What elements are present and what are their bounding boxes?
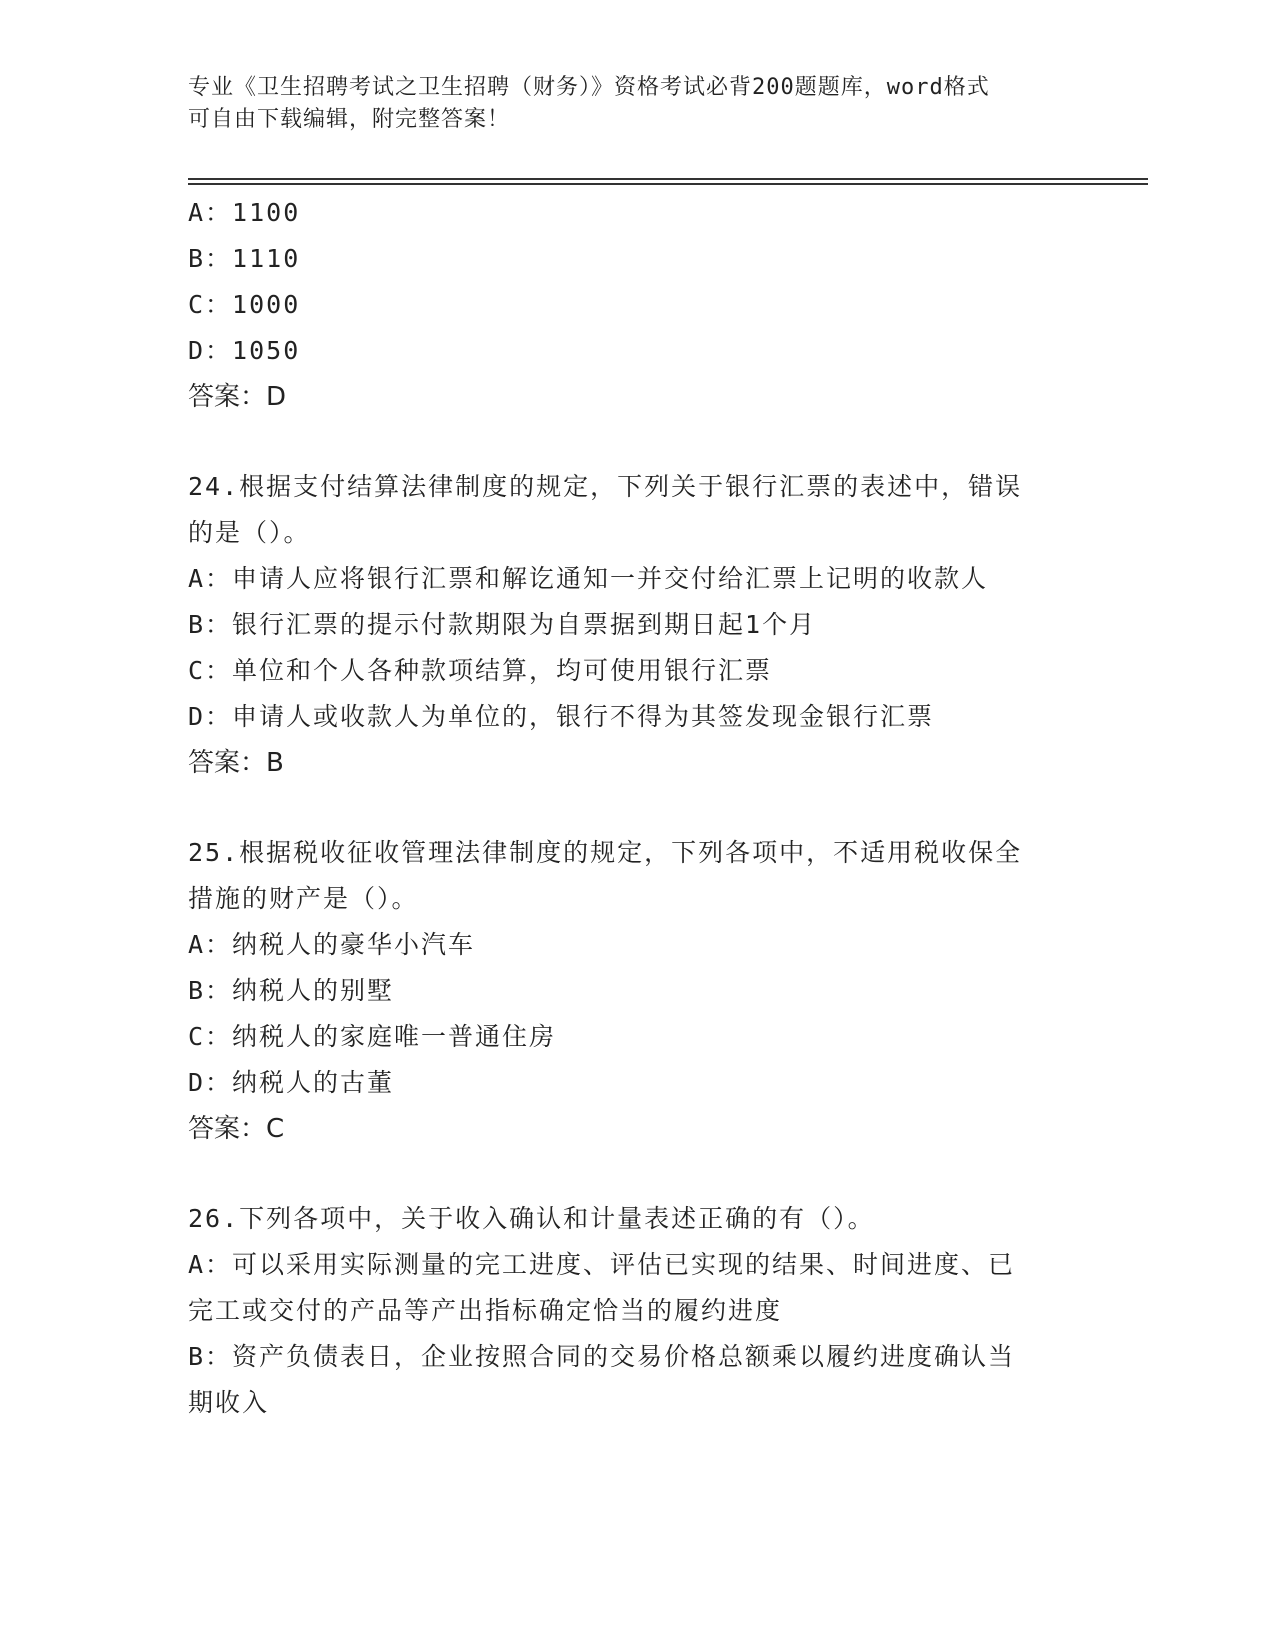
document-header bbox=[188, 72, 1068, 136]
question-stem: 26.下列各项中，关于收入确认和计量表述正确的有（）。 bbox=[188, 1204, 875, 1233]
option-a: A：申请人应将银行汇票和解讫通知一并交付给汇票上记明的收款人 bbox=[188, 564, 989, 593]
answer-line: 答案：D bbox=[188, 382, 287, 412]
header-title-line-1: 专业《卫生招聘考试之卫生招聘（财务）》资格考试必背200题题库，word格式 bbox=[188, 75, 990, 100]
question-25 bbox=[188, 830, 1088, 1152]
question-stem: 24.根据支付结算法律制度的规定，下列关于银行汇票的表述中，错误 bbox=[188, 472, 1023, 501]
header-title-line-2: 可自由下载编辑，附完整答案！ bbox=[188, 107, 511, 132]
option-c: C：纳税人的家庭唯一普通住房 bbox=[188, 1022, 557, 1051]
question-26 bbox=[188, 1196, 1088, 1426]
header-divider-bottom bbox=[188, 183, 1148, 185]
answer-line: 答案：C bbox=[188, 1114, 285, 1144]
option-b: B：资产负债表日，企业按照合同的交易价格总额乘以履约进度确认当 bbox=[188, 1342, 1016, 1371]
header-divider-top bbox=[188, 178, 1148, 180]
spacer bbox=[188, 786, 1088, 830]
option-a: A：可以采用实际测量的完工进度、评估已实现的结果、时间进度、已 bbox=[188, 1250, 1016, 1279]
spacer bbox=[188, 420, 1088, 464]
option-a: A：纳税人的豪华小汽车 bbox=[188, 930, 476, 959]
question-stem: 的是（）。 bbox=[188, 518, 311, 547]
option-a-continued: 完工或交付的产品等产出指标确定恰当的履约进度 bbox=[188, 1296, 783, 1325]
option-b: B：银行汇票的提示付款期限为自票据到期日起1个月 bbox=[188, 610, 817, 639]
question-24 bbox=[188, 464, 1088, 786]
option-b: B：1110 bbox=[188, 244, 301, 273]
spacer bbox=[188, 1152, 1088, 1196]
answer-line: 答案：B bbox=[188, 748, 284, 778]
option-c: C：单位和个人各种款项结算，均可使用银行汇票 bbox=[188, 656, 773, 685]
option-d: D：申请人或收款人为单位的，银行不得为其签发现金银行汇票 bbox=[188, 702, 935, 731]
question-content bbox=[188, 190, 1088, 1426]
question-stem: 措施的财产是（）。 bbox=[188, 884, 419, 913]
option-a: A：1100 bbox=[188, 198, 301, 227]
question-stem: 25.根据税收征收管理法律制度的规定，下列各项中，不适用税收保全 bbox=[188, 838, 1023, 867]
option-b-continued: 期收入 bbox=[188, 1388, 270, 1417]
question-23-continued bbox=[188, 190, 1088, 420]
option-b: B：纳税人的别墅 bbox=[188, 976, 395, 1005]
option-c: C：1000 bbox=[188, 290, 301, 319]
option-d: D：纳税人的古董 bbox=[188, 1068, 395, 1097]
option-d: D：1050 bbox=[188, 336, 301, 365]
